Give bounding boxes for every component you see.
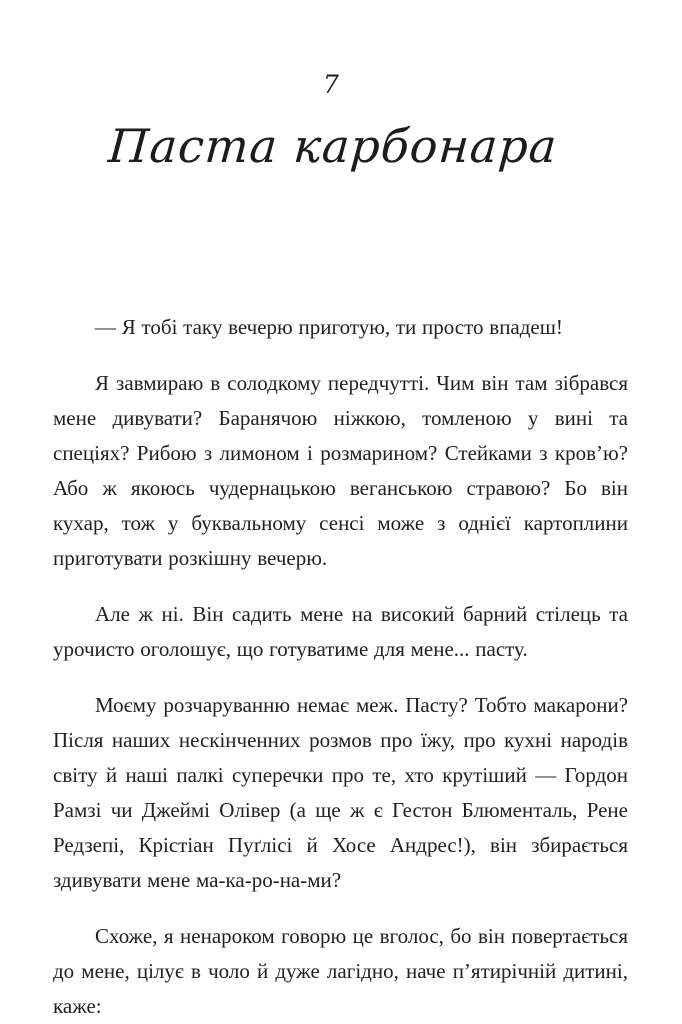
chapter-title: Паста карбонара (106, 119, 560, 173)
paragraph-anticipation: Я завмираю в солодкому передчутті. Чим він там зібрався мене дивувати? Баранячою ніжкою, томленою у вині та спеціях? Рибою з лимоном і розмарином? Стейками з кров’ю? Або ж якоюсь чудернацькою веганською стравою? Бо він кухар, тож у буквальному сенсі може з однієї картоплини приготувати розкішну вечерю. (53, 371, 628, 570)
paragraph-announcement: Але ж ні. Він садить мене на високий барний стілець та урочисто оголошує, що готуватиме для мене... пасту. (53, 602, 628, 661)
chapter-number: 7 (323, 70, 339, 99)
body-text (0, 310, 682, 1024)
paragraph-reaction: Схоже, я ненароком говорю це вголос, бо він повертається до мене, цілує в чоло й дуже лагідно, наче п’ятирічній дитині, каже: (53, 924, 628, 1018)
paragraph-dialogue-opening: — Я тобі таку вечерю приготую, ти просто впадеш! (95, 315, 563, 339)
paragraph-disappointment: Моєму розчаруванню немає меж. Пасту? Тобто макарони? Після наших нескінченних розмов про їжу, про кухні народів світу й наші палкі суперечки про те, хто крутіший — Гордон Рамзі чи Джеймі Олівер (а ще ж є Гестон Блюменталь, Рене Редзепі, Крістіан Пуґлісі й Хосе Андрес!), він збирається здивувати мене ма-ка-ро-на-ми? (53, 693, 628, 892)
